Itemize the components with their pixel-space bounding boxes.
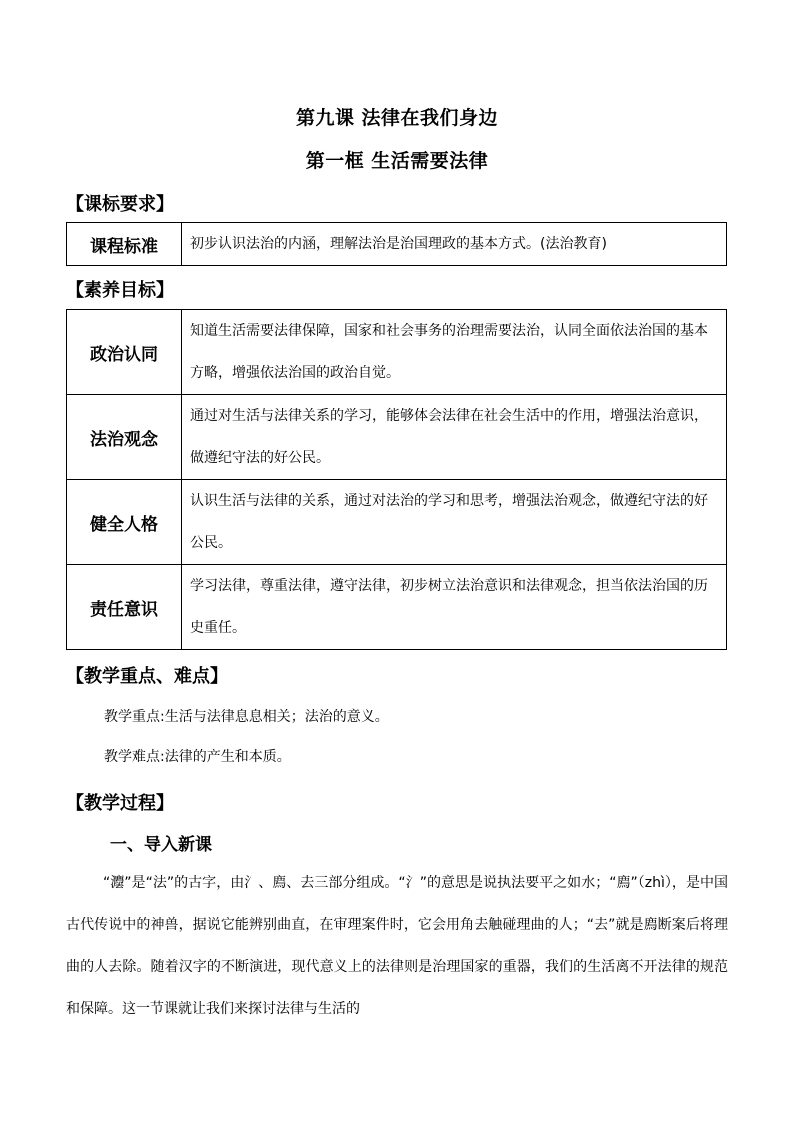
table-row [67,565,727,650]
goal-text: 知道生活需要法律保障，国家和社会事务的治理需要法治，认同全面依法治国的基本方略，增强依法治国的政治自觉。 [182,310,727,395]
table-row [67,480,727,565]
heading-key-points: 【教学重点、难点】 [66,666,228,687]
curriculum-table [66,222,727,266]
goals-table [66,309,727,650]
goal-label: 责任意识 [67,565,182,650]
heading-curriculum: 【课标要求】 [66,194,174,215]
part1-text: “灋”是“法”的古字，由氵、廌、去三部分组成。“氵”的意思是说执法要平之如水；“廌”（zhì），是中国古代传说中的神兽，据说它能辨别曲直，在审理案件时，它会用角去触碰理曲的人；“去”就是廌断案后将理曲的人去除。随着汉字的不断演进，现代意义上的法律则是治理国家的重器，我们的生活离不开法律的规范和保障。这一节课就让我们来探讨法律与生活的 [66,875,728,1017]
goal-label: 政治认同 [67,310,182,395]
table-row [67,310,727,395]
part1-title: 一、导入新课 [110,835,212,855]
lesson-title: 第九课 法律在我们身边 [295,107,499,129]
goal-text: 通过对生活与法律关系的学习，能够体会法律在社会生活中的作用，增强法治意识，做遵纪守法的好公民。 [182,395,727,480]
table-row [67,395,727,480]
goal-label: 法治观念 [67,395,182,480]
heading-process: 【教学过程】 [66,793,174,814]
difficult-point: 教学难点:法律的产生和本质。 [104,749,291,765]
section-title: 第一框 生活需要法律 [305,150,489,172]
goal-label: 健全人格 [67,480,182,565]
curriculum-text: 初步认识法治的内涵，理解法治是治国理政的基本方式。(法治教育) [182,223,727,266]
table-row [67,223,727,266]
heading-goals: 【素养目标】 [66,280,174,301]
goal-text: 认识生活与法律的关系，通过对法治的学习和思考，增强法治观念，做遵纪守法的好公民。 [182,480,727,565]
key-point: 教学重点:生活与法律息息相关；法治的意义。 [104,709,389,725]
curriculum-label: 课程标准 [67,223,182,266]
goal-text: 学习法律，尊重法律，遵守法律，初步树立法治意识和法律观念，担当依法治国的历史重任。 [182,565,727,650]
